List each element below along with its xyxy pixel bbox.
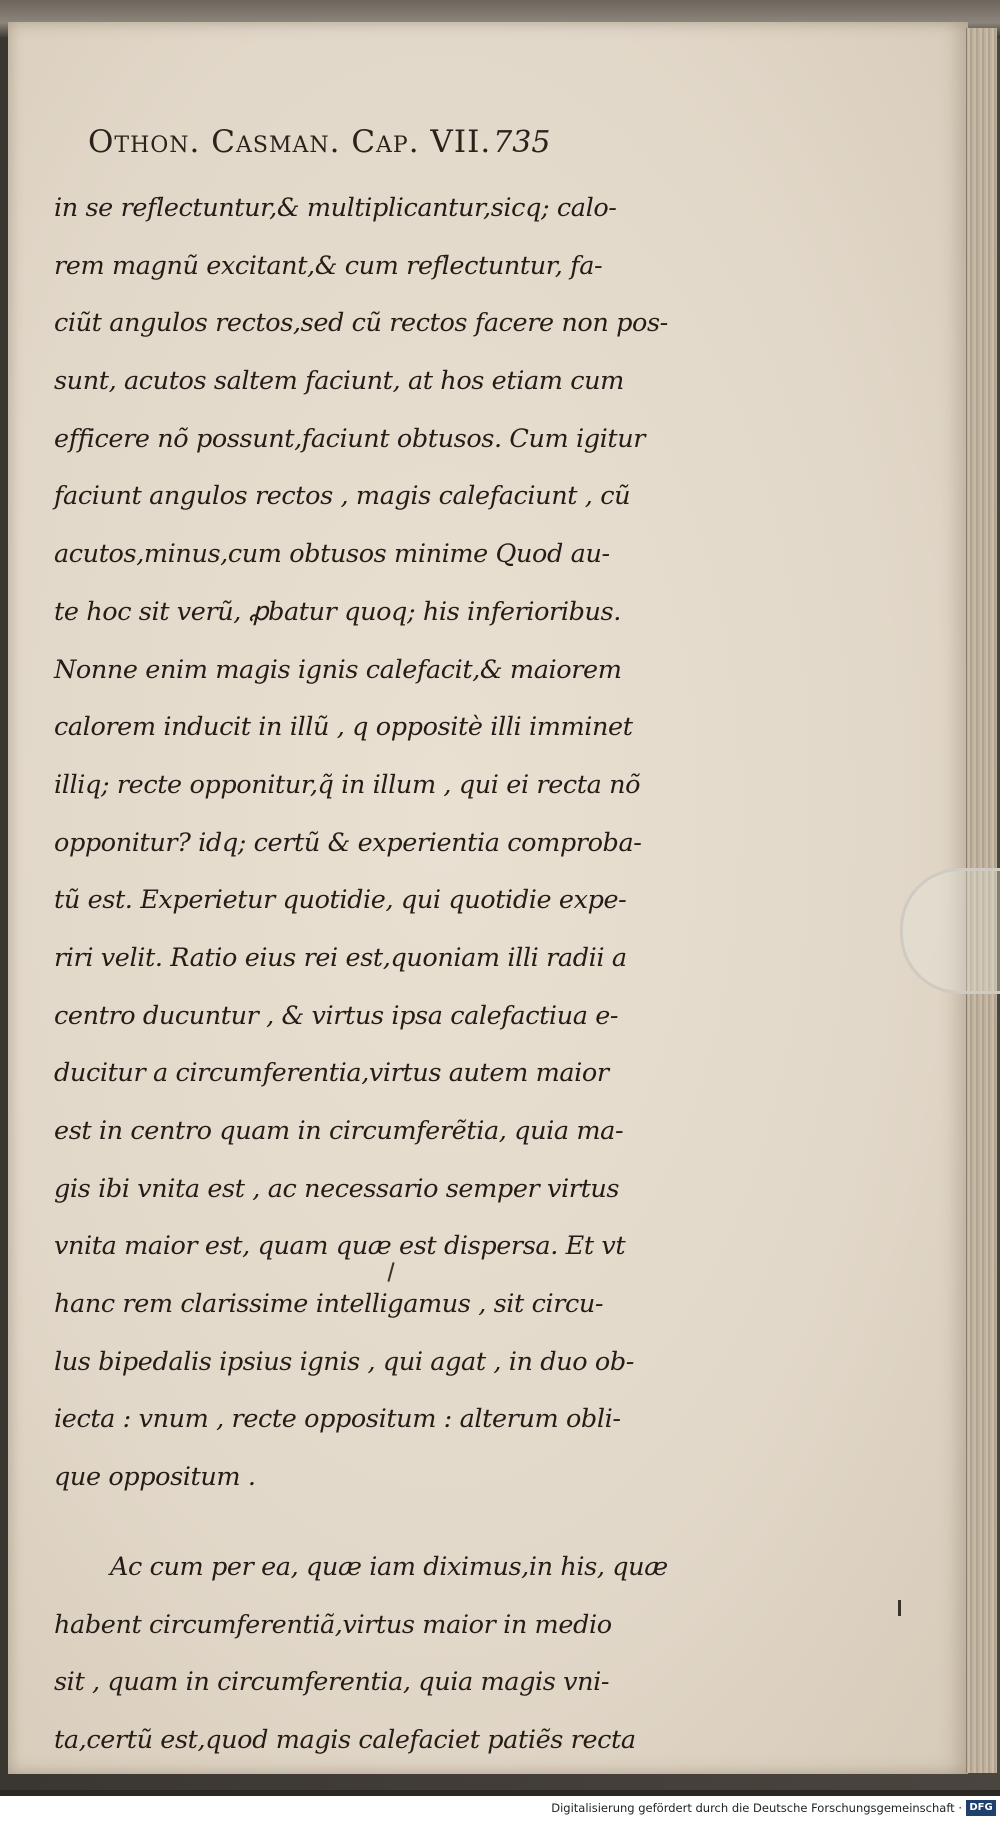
text-line: ducitur a circumferentia,virtus autem maior: [54, 1058, 609, 1089]
text-line: ciũt angulos rectos,sed cũ rectos facere non pos-: [54, 308, 668, 339]
text-line: sit , quam in circumferentia, quia magis vni-: [54, 1667, 610, 1698]
text-line: hanc rem clarissime intelligamus , sit circu-: [54, 1289, 604, 1320]
footer-bar: [0, 1796, 1000, 1821]
text-line: gis ibi vnita est , ac necessario semper virtus: [54, 1173, 620, 1204]
text-line: Nonne enim magis ignis calefacit,& maiorem: [54, 654, 622, 685]
text-line: illiq; recte opponitur,q̃ in illum , qui ei recta nõ: [54, 769, 641, 800]
text-line: vnita maior est, quam quæ est dispersa. Et vt: [54, 1231, 626, 1262]
text-line: que oppositum .: [54, 1462, 256, 1493]
dfg-logo: DFG: [966, 1800, 996, 1816]
text-line: est in centro quam in circumferẽtia, quia ma-: [54, 1116, 624, 1146]
text-line: in se reflectuntur,& multiplicantur,sicq; calo-: [54, 193, 617, 223]
text-line: iecta : vnum , recte oppositum : alterum obli-: [54, 1404, 621, 1435]
text-line: lus bipedalis ipsius ignis , qui agat , in duo ob-: [54, 1346, 634, 1377]
text-line: faciunt angulos rectos , magis calefaciunt , cũ: [54, 481, 631, 512]
text-line: sunt, acutos saltem faciunt, at hos etiam cum: [54, 366, 624, 397]
text-line: ta,certũ est,quod magis calefaciet patiẽs recta: [54, 1724, 636, 1755]
text-line: habent circumferentiã,virtus maior in medio: [54, 1609, 612, 1640]
text-line: rem magnũ excitant,& cum reflectuntur, fa-: [54, 250, 603, 281]
page-number: 735: [493, 125, 551, 160]
body-text: [54, 180, 754, 1770]
text-line: opponitur? idq; certũ & experientia comproba-: [54, 827, 642, 858]
text-line: riri velit. Ratio eius rei est,quoniam illi radii a: [54, 942, 627, 973]
running-head-title: Othon. Casman. Cap. VII.: [88, 124, 492, 160]
text-line: calorem inducit in illũ , q oppositè illi imminet: [54, 712, 633, 743]
paragraph-start-line: Ac cum per ea, quæ iam diximus,in his, quæ: [110, 1551, 668, 1582]
text-line: acutos,minus,cum obtusos minime Quod au-: [54, 539, 610, 570]
text-line: centro ducuntur , & virtus ipsa calefactiua e-: [54, 1000, 619, 1031]
running-header: [88, 124, 788, 174]
footer-credit: Digitalisierung gefördert durch die Deutsche Forschungsgemeinschaft ·: [551, 1801, 962, 1815]
text-line: tũ est. Experietur quotidie, qui quotidie expe-: [54, 885, 627, 916]
text-line: te hoc sit verũ, ꝓbatur quoq; his inferioribus.: [54, 596, 621, 627]
text-line: efficere nõ possunt,faciunt obtusos. Cum igitur: [54, 423, 646, 454]
ink-mark: [898, 1600, 901, 1616]
